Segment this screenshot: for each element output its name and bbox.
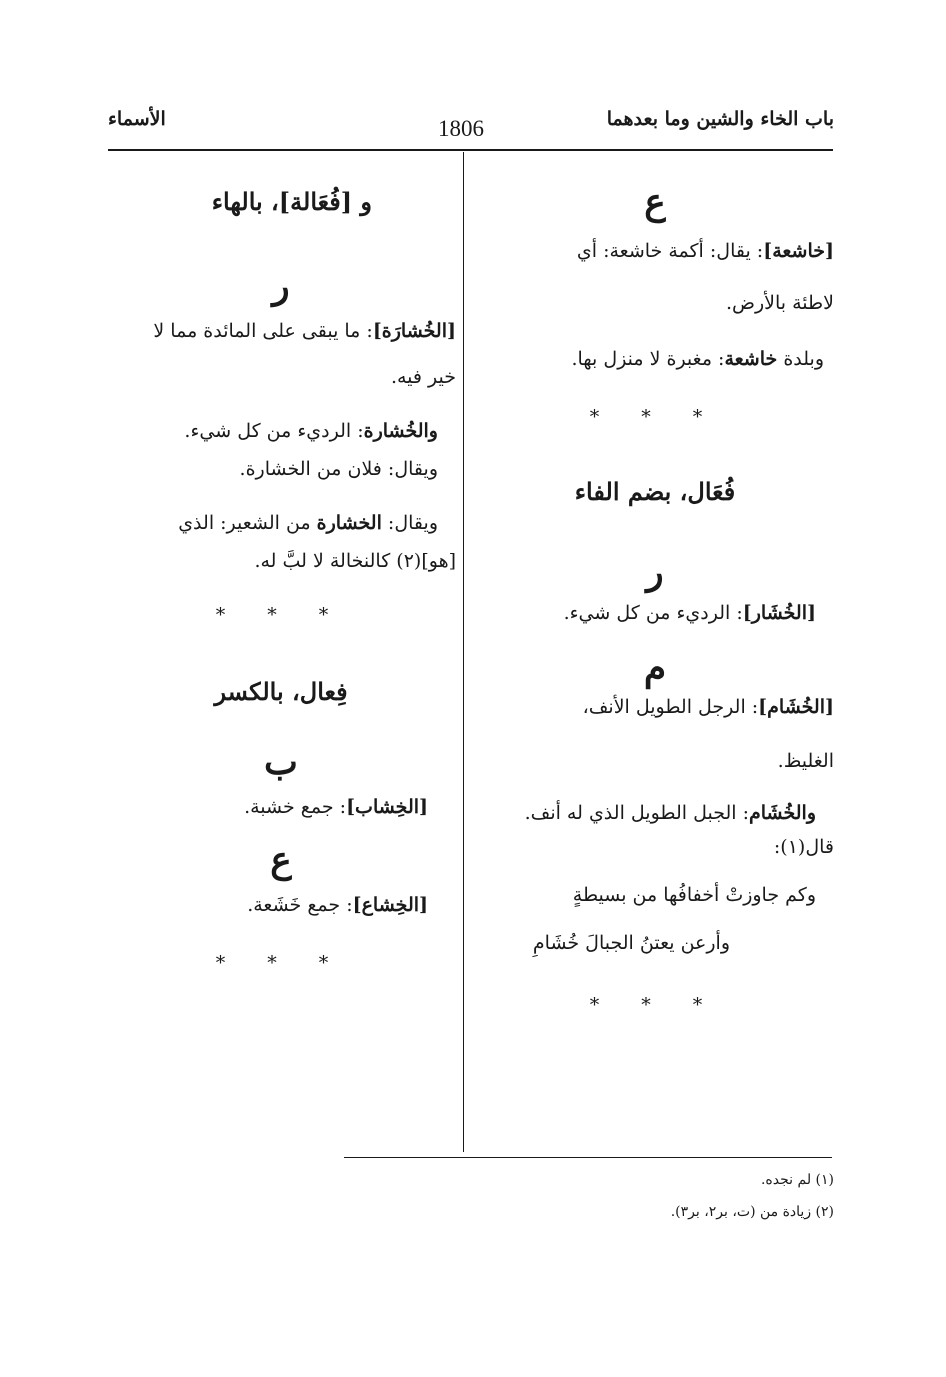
entry-khashia-cont: لاطئة بالأرض. — [725, 292, 834, 314]
right-column — [476, 180, 834, 1022]
entry-term: [الخُشارَة] — [372, 320, 456, 342]
section-heading-fual: فُعَال، بضم الفاء — [574, 477, 736, 506]
header-rule — [108, 149, 833, 151]
entry-term: والخُشَام — [748, 802, 816, 824]
section-separator: * * * — [589, 406, 721, 428]
letter-heading-ain: ع — [644, 181, 666, 223]
entry-khishab: [الخِشاب]: جمع خشبة. — [244, 796, 428, 818]
entry-khushara-2: والخُشارة: الرديء من كل شيء. — [184, 420, 438, 442]
letter-heading-ba: ب — [264, 741, 298, 783]
section-heading-fuala: و [فُعَالة]، بالهاء — [211, 187, 372, 216]
entry-term: [خاشعة] — [763, 240, 834, 262]
section-separator: * * * — [215, 952, 347, 974]
entry-khushara-cont: خير فيه. — [390, 366, 456, 388]
entry-term: الخشارة — [316, 512, 382, 534]
section-title: الأسماء — [108, 108, 166, 130]
entry-term: [الخِشاب] — [346, 796, 428, 818]
chapter-title: باب الخاء والشين وما بعدهما — [606, 108, 834, 130]
letter-heading-ra: ر — [646, 551, 664, 593]
section-separator: * * * — [215, 604, 347, 626]
entry-khashia — [476, 234, 834, 268]
entry-yuqal-2: ويقال: الخشارة من الشعير: الذي — [178, 512, 438, 534]
letter-heading-mim: م — [643, 647, 667, 689]
letter-heading-ra: ر — [272, 265, 290, 307]
entry-yuqal-2-cont: [هو](٢) كالنخالة لا لبَّ له. — [254, 550, 456, 572]
entry-balda: وبلدة خاشعة: مغبرة لا منزل بها. — [571, 348, 824, 370]
entry-term: [الخِشاع] — [352, 894, 428, 916]
poet-citation: قال(١): — [773, 836, 834, 858]
entry-definition: : يقال: أكمة خاشعة: أي — [576, 240, 764, 262]
entry-yuqal: ويقال: فلان من الخشارة. — [239, 458, 438, 480]
entry-term: [الخُشَام] — [758, 696, 834, 718]
column-divider — [463, 152, 464, 1152]
verse-line-1: وكم جاوزتْ أخفافُها من بسيطةٍ — [572, 884, 816, 906]
entry-term: والخُشارة — [363, 420, 438, 442]
entry-term: [الخُشَار] — [742, 602, 816, 624]
entry-khushara: [الخُشارَة]: ما يبقى على المائدة مما لا — [153, 320, 456, 342]
left-column — [106, 180, 456, 980]
section-separator: * * * — [589, 994, 721, 1016]
entry-khisha: [الخِشاع]: جمع خَشَعة. — [247, 894, 428, 916]
entry-khushar: [الخُشَار]: الرديء من كل شيء. — [563, 602, 816, 624]
entry-khusham-mountain: والخُشَام: الجبل الطويل الذي له أنف. — [524, 802, 816, 824]
letter-heading-ain: ع — [270, 839, 292, 881]
entry-khusham: [الخُشَام]: الرجل الطويل الأنف، — [582, 696, 834, 718]
footnote-2: (٢) زيادة من (ت، بر٢، بر٣). — [670, 1204, 834, 1220]
footnote-1: (١) لم نجده. — [760, 1172, 834, 1188]
section-heading-fial: فِعال، بالكسر — [214, 677, 348, 706]
entry-term: خاشعة — [724, 348, 778, 370]
footnote-rule — [344, 1157, 832, 1158]
entry-khusham-cont: الغليظ. — [777, 750, 834, 772]
page-number: 1806 — [438, 116, 484, 141]
verse-line-2: وأرعن يعتنُ الجبالَ خُشَامِ — [532, 932, 730, 954]
